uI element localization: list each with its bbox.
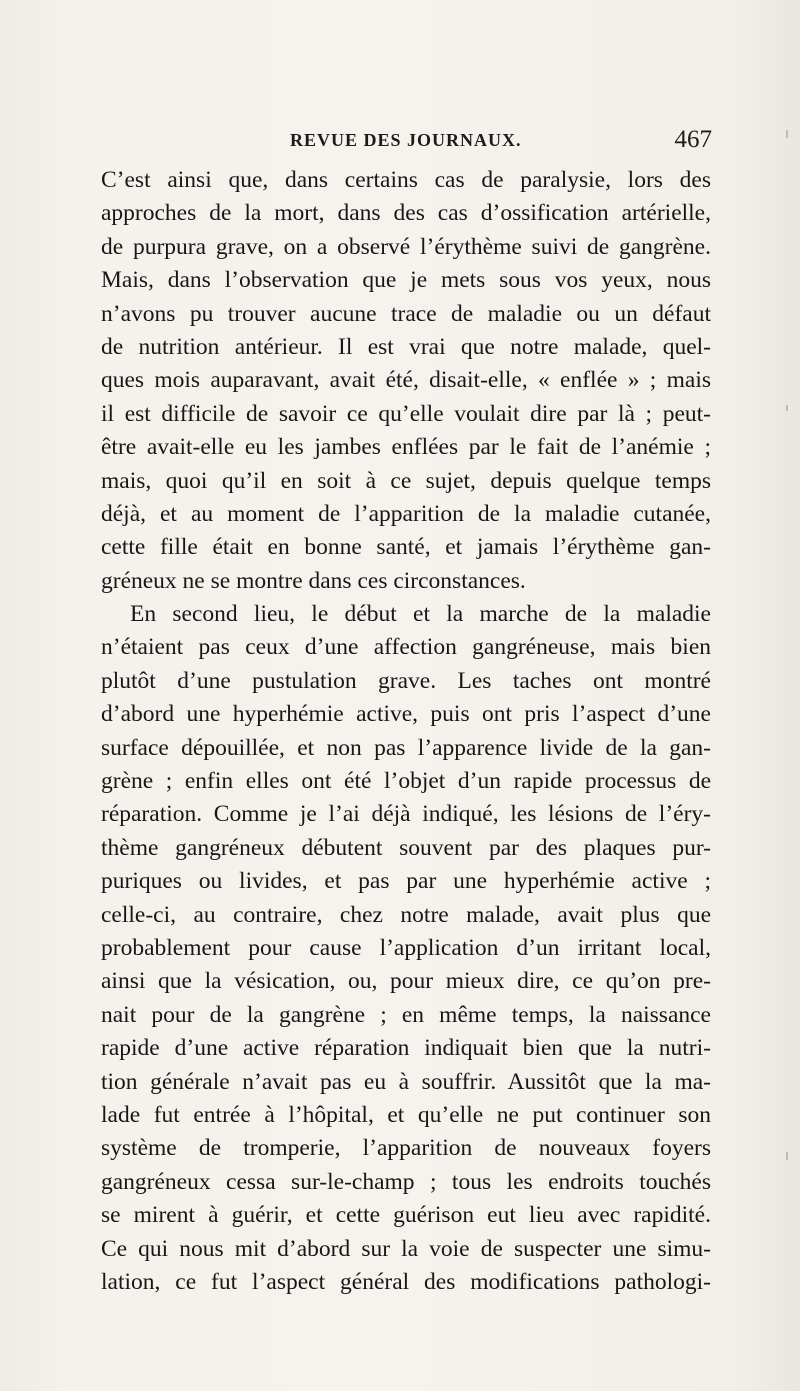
- text-line: gréneux ne se montre dans ces circonstances.: [101, 567, 526, 594]
- text-line: thème gangréneux débutent souvent par des plaques pur-: [101, 834, 711, 861]
- text-line: nait pour de la gangrène ; en même temps, la naissance: [101, 1001, 711, 1028]
- text-line: puriques ou livides, et pas par une hyperhémie active ;: [101, 868, 711, 895]
- text-line: gangréneux cessa sur-le-champ ; tous les endroits touchés: [101, 1168, 711, 1195]
- text-line: de nutrition antérieur. Il est vrai que notre malade, quel-: [101, 333, 711, 360]
- body-text: [101, 164, 711, 1299]
- text-line: Ce qui nous mit d’abord sur la voie de suspecter une simu-: [101, 1235, 711, 1262]
- text-line: être avait-elle eu les jambes enflées par le fait de l’anémie ;: [101, 434, 711, 461]
- text-line: celle-ci, au contraire, chez notre malade, avait plus que: [101, 901, 711, 928]
- text-line: C’est ainsi que, dans certains cas de paralysie, lors des: [101, 167, 711, 193]
- text-line: il est difficile de savoir ce qu’elle voulait dire par là ; peut-: [101, 400, 711, 427]
- text-line: ques mois auparavant, avait été, disait-elle, « enflée » ; mais: [101, 367, 711, 394]
- text-line: système de tromperie, l’apparition de nouveaux foyers: [101, 1135, 711, 1162]
- text-line: rapide d’une active réparation indiquait bien que la nutri-: [101, 1035, 711, 1062]
- text-line: ainsi que la vésication, ou, pour mieux dire, ce qu’on pre-: [101, 968, 711, 995]
- page-number: 467: [674, 126, 712, 153]
- text-line: réparation. Comme je l’ai déjà indiqué, les lésions de l’éry-: [101, 801, 711, 828]
- text-line: d’abord une hyperhémie active, puis ont pris l’aspect d’une: [101, 701, 711, 728]
- text-line: mais, quoi qu’il en soit à ce sujet, depuis quelque temps: [101, 467, 711, 494]
- running-title: REVUE DES JOURNAUX.: [290, 130, 522, 150]
- page-edge-mark: [786, 405, 788, 411]
- text-line: probablement pour cause l’application d’un irritant local,: [101, 934, 711, 961]
- text-line: lade fut entrée à l’hôpital, et qu’elle ne put continuer son: [101, 1101, 711, 1128]
- text-line: lation, ce fut l’aspect général des modifications pathologi-: [101, 1268, 711, 1295]
- running-head: [100, 126, 712, 162]
- text-line: cette fille était en bonne santé, et jamais l’érythème gan-: [101, 534, 711, 561]
- text-line: approches de la mort, dans des cas d’ossification artérielle,: [101, 200, 711, 227]
- text-line: Mais, dans l’observation que je mets sous vos yeux, nous: [101, 267, 711, 294]
- text-line: surface dépouillée, et non pas l’apparence livide de la gan-: [101, 734, 711, 761]
- page-edge-mark: [786, 1152, 788, 1160]
- text-line: de purpura grave, on a observé l’érythème suivi de gangrène.: [101, 233, 711, 260]
- text-line: n’étaient pas ceux d’une affection gangréneuse, mais bien: [101, 634, 711, 661]
- text-line: grène ; enfin elles ont été l’objet d’un rapide processus de: [101, 768, 711, 795]
- text-line: plutôt d’une pustulation grave. Les taches ont montré: [101, 667, 711, 694]
- text-line: tion générale n’avait pas eu à souffrir. Aussitôt que la ma-: [101, 1068, 711, 1095]
- page-edge-mark: [786, 130, 788, 138]
- text-line: se mirent à guérir, et cette guérison eut lieu avec rapidité.: [101, 1202, 711, 1229]
- text-line: En second lieu, le début et la marche de la maladie: [130, 601, 711, 628]
- text-line: déjà, et au moment de l’apparition de la maladie cutanée,: [101, 500, 711, 527]
- text-line: n’avons pu trouver aucune trace de maladie ou un défaut: [101, 300, 711, 327]
